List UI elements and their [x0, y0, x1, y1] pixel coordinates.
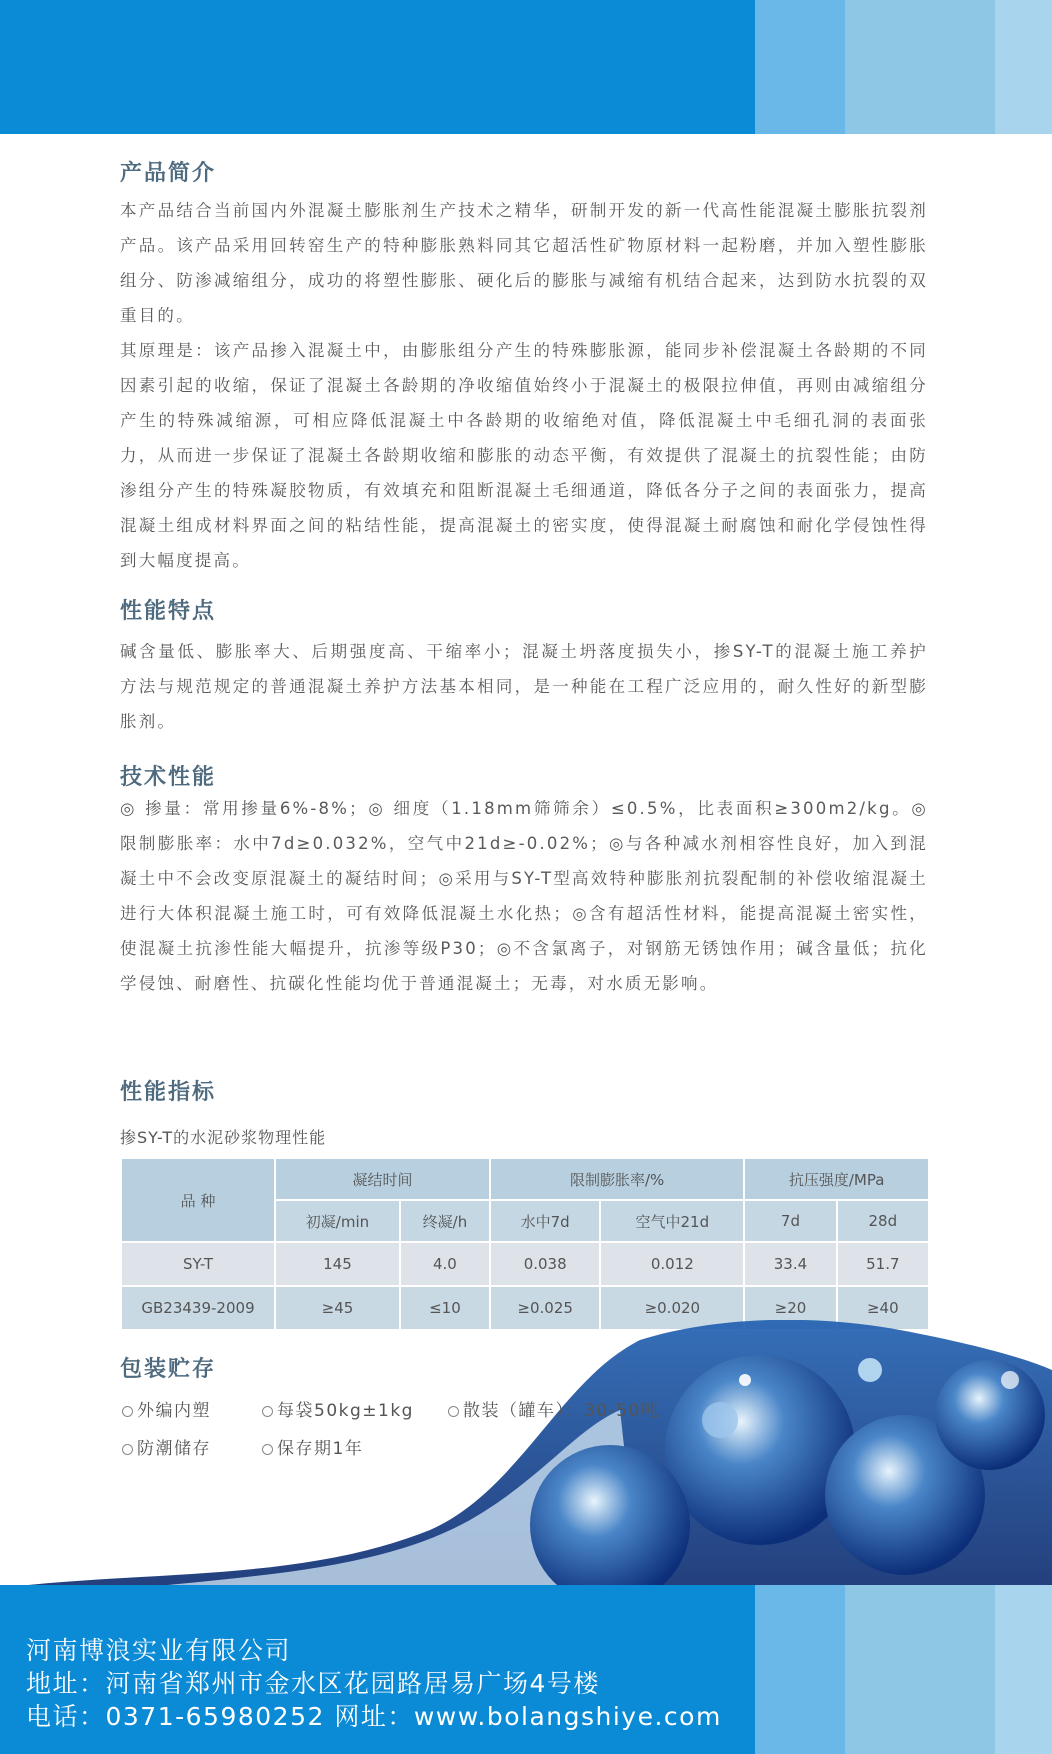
- bullet-circle-icon: [262, 1444, 273, 1455]
- header-setting-time: 凝结时间: [275, 1158, 490, 1200]
- intro-paragraph-2: 其原理是：该产品掺入混凝土中，由膨胀组分产生的特殊膨胀源，能同步补偿混凝土各龄期的不同因素引起的收缩，保证了混凝土各龄期的净收缩值始终小于混凝土的极限拉伸值，再则由减缩组分产生的特殊减缩源，可相应降低混凝土中各龄期的收缩绝对值，降低混凝土中毛细孔洞的表面张力，从而进一步保证了混凝土各龄期收缩和膨胀的动态平衡，有效提供了混凝土的抗裂性能；由防渗组分产生的特殊凝胶物质，有效填充和阻断混凝土毛细通道，降低各分子之间的表面张力，提高混凝土组成材料界面之间的粘结性能，提高混凝土的密实度，使得混凝土耐腐蚀和耐化学侵蚀性得到大幅度提高。: [120, 341, 928, 570]
- table-cell: 0.038: [490, 1242, 600, 1286]
- subheader-cell: 终凝/h: [400, 1200, 490, 1242]
- intro-title: 产品简介: [120, 161, 217, 186]
- header-strength: 抗压强度/MPa: [744, 1158, 929, 1200]
- storage-title: 包装贮存: [120, 1357, 217, 1382]
- table-row: [121, 1242, 929, 1286]
- company-address: 地址：河南省郑州市金水区花园路居易广场4号楼: [26, 1669, 600, 1698]
- table-cell: ≥0.025: [490, 1286, 600, 1330]
- features-body: [120, 634, 928, 739]
- table-cell: 51.7: [837, 1242, 929, 1286]
- bottom-stripe: [845, 1585, 995, 1754]
- bullet-circle-icon: [448, 1406, 459, 1417]
- table-cell: 4.0: [400, 1242, 490, 1286]
- storage-item: 每袋50kg±1kg: [262, 1396, 414, 1421]
- header-expansion: 限制膨胀率/%: [490, 1158, 744, 1200]
- row-name: SY-T: [121, 1242, 275, 1286]
- company-name: 河南博浪实业有限公司: [26, 1636, 292, 1665]
- storage-item: 散装（罐车）：30-50吨: [448, 1396, 659, 1421]
- table-cell: ≥0.020: [600, 1286, 744, 1330]
- subheader-cell: 初凝/min: [275, 1200, 400, 1242]
- table-cell: ≥40: [837, 1286, 929, 1330]
- top-stripe: [845, 0, 995, 134]
- bullet-circle-icon: [262, 1406, 273, 1417]
- tech-title: 技术性能: [120, 765, 217, 790]
- storage-item: 防潮储存: [122, 1434, 211, 1459]
- specs-title: 性能指标: [120, 1080, 217, 1105]
- storage-item: 保存期1年: [262, 1434, 363, 1459]
- subheader-cell: 空气中21d: [600, 1200, 744, 1242]
- company-contact: 电话：0371-65980252 网址：www.bolangshiye.com: [26, 1702, 722, 1731]
- table-cell: ≤10: [400, 1286, 490, 1330]
- top-stripe: [755, 0, 845, 134]
- intro-body: [120, 193, 928, 578]
- header-variety: 品 种: [121, 1158, 275, 1242]
- features-title: 性能特点: [120, 599, 217, 624]
- features-paragraph: 碱含量低、膨胀率大、后期强度高、干缩率小；混凝土坍落度损失小，掺SY-T的混凝土施工养护方法与规范规定的普通混凝土养护方法基本相同，是一种能在工程广泛应用的，耐久性好的新型膨胀剂。: [120, 642, 928, 731]
- table-cell: 33.4: [744, 1242, 836, 1286]
- intro-paragraph-1: 本产品结合当前国内外混凝土膨胀剂生产技术之精华，研制开发的新一代高性能混凝土膨胀抗裂剂产品。该产品采用回转窑生产的特种膨胀熟料同其它超活性矿物原材料一起粉磨，并加入塑性膨胀组分、防渗减缩组分，成功的将塑性膨胀、硬化后的膨胀与减缩有机结合起来，达到防水抗裂的双重目的。: [120, 201, 928, 325]
- row-name: GB23439-2009: [121, 1286, 275, 1330]
- bottom-stripe: [755, 1585, 845, 1754]
- tech-paragraph: ◎ 掺量：常用掺量6%-8%；◎ 细度（1.18mm筛筛余）≤0.5%，比表面积≥300m2/kg。◎限制膨胀率：水中7d≥0.032%，空气中21d≥-0.02%；◎与各种减水剂相容性良好，加入到混凝土中不会改变原混凝土的凝结时间；◎采用与SY-T型高效特种膨胀剂抗裂配制的补偿收缩混凝土进行大体积混凝土施工时，可有效降低混凝土水化热；◎含有超活性材料，能提高混凝土密实性，使混凝土抗渗性能大幅提升，抗渗等级P30；◎不含氯离子，对钢筋无锈蚀作用；碱含量低；抗化学侵蚀、耐磨性、抗碳化性能均优于普通混凝土；无毒，对水质无影响。: [120, 799, 928, 993]
- bullet-circle-icon: [122, 1406, 133, 1417]
- table-cell: ≥20: [744, 1286, 836, 1330]
- tech-body: [120, 791, 928, 1001]
- bottom-stripe: [995, 1585, 1052, 1754]
- bullet-circle-icon: [122, 1444, 133, 1455]
- subheader-cell: 水中7d: [490, 1200, 600, 1242]
- storage-item: 外编内塑: [122, 1396, 211, 1421]
- top-stripe: [995, 0, 1052, 134]
- table-cell: ≥45: [275, 1286, 400, 1330]
- table-cell: 0.012: [600, 1242, 744, 1286]
- subheader-cell: 28d: [837, 1200, 929, 1242]
- subheader-cell: 7d: [744, 1200, 836, 1242]
- spec-table: [120, 1157, 930, 1331]
- table-cell: 145: [275, 1242, 400, 1286]
- table-caption: 掺SY-T的水泥砂浆物理性能: [120, 1128, 327, 1147]
